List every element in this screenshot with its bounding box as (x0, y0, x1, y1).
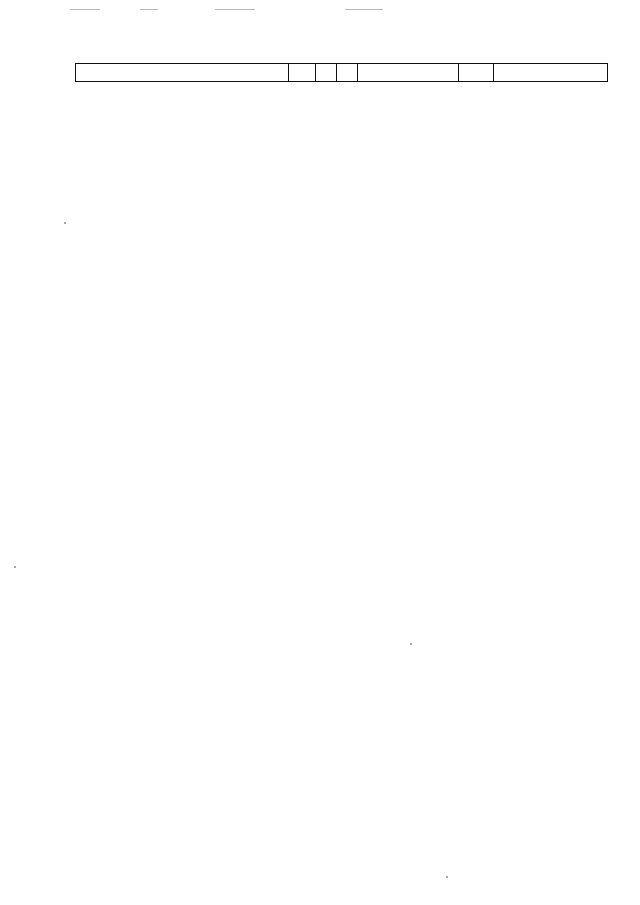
column-header-4 (337, 64, 358, 82)
column-header-6 (459, 64, 494, 82)
scan-speck (410, 643, 412, 645)
column-header-2 (289, 64, 316, 82)
column-header-row (75, 63, 608, 82)
scan-speck (64, 222, 66, 224)
scan-speck (14, 566, 16, 568)
scan-artifact-top (345, 9, 383, 10)
scan-artifact-top (215, 9, 255, 10)
scan-speck (446, 876, 448, 878)
scan-artifact-top (70, 9, 100, 10)
column-header-3 (316, 64, 337, 82)
column-header-7 (494, 64, 608, 82)
column-header-5 (358, 64, 459, 82)
scan-artifact-top (140, 9, 158, 10)
column-header-1 (76, 64, 289, 82)
